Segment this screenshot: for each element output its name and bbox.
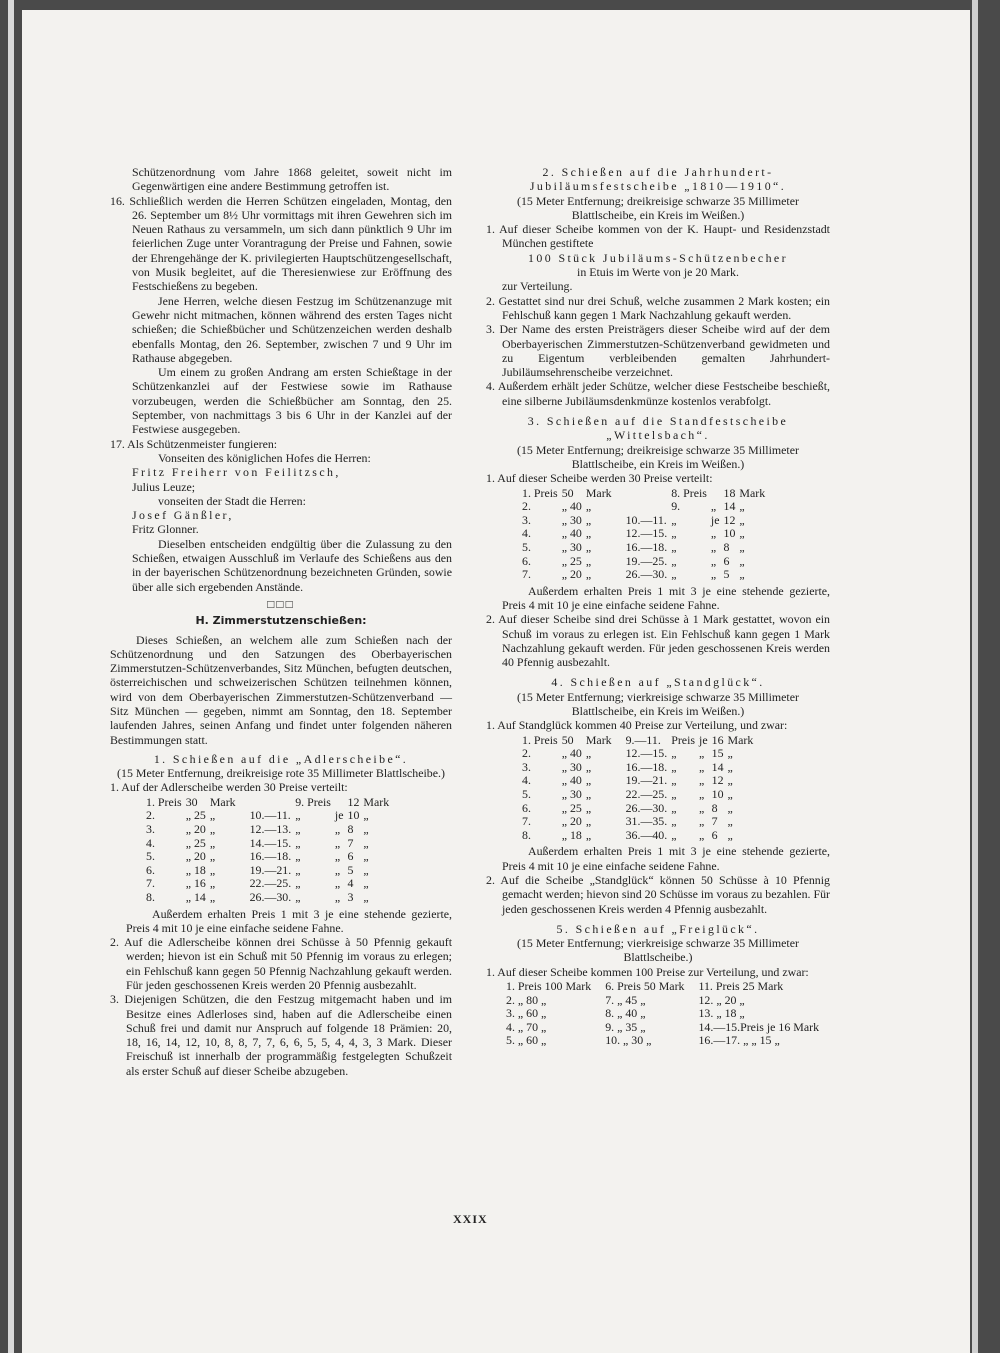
section-subtitle: (15 Meter Entfernung; dreikreisige schwarze 35 Millimeter Blattlscheibe, ein Kreis im Weißen.) xyxy=(517,193,799,222)
table-cell: Mark xyxy=(363,794,390,809)
table-cell xyxy=(711,487,724,501)
prize-table xyxy=(522,734,757,843)
table-cell: 2. xyxy=(522,746,531,761)
table-cell: 6 xyxy=(723,553,730,568)
table-cell: 18 xyxy=(723,485,736,500)
section-subtitle: (15 Meter Entfernung; vierkreisige schwarze 35 Millimeter Blattlscheibe, ein Kreis im Weißen.) xyxy=(517,689,799,719)
table-cell: „ 20 xyxy=(185,821,206,836)
table-cell: 6. xyxy=(522,800,531,815)
table-cell: „ xyxy=(585,553,592,568)
line: zur Verteilung. xyxy=(502,279,573,294)
section-title: 5. Schießen auf „Freiglück“. xyxy=(556,921,760,936)
table-cell: „ xyxy=(334,835,341,850)
table-cell: 8. xyxy=(146,889,155,904)
table-row xyxy=(522,802,757,816)
table-cell: 50 xyxy=(561,732,574,747)
table-cell: „ xyxy=(334,821,341,836)
section-title: 2. Schießen auf die Jahrhundert-Jubiläumsfestscheibe „1810—1910“. xyxy=(529,165,787,194)
table-cell: „ xyxy=(739,526,745,541)
table-cell: 12.—13. xyxy=(249,821,292,836)
paragraph: Dieselben entscheiden endgültig über die Zulassung zu den Schießen, etwaigen Ausschluß im Verlaufe des Schießens aus den in der bayerischen Schützenordnung bezeichneten Gründen, sowie über alle sich ergebenden Anstände. xyxy=(132,536,452,594)
table-cell: Mark xyxy=(209,794,236,809)
table-cell: 12 xyxy=(347,794,360,809)
table-row xyxy=(522,747,757,761)
table-cell: 26.—30. xyxy=(625,800,668,815)
table-cell: „ xyxy=(585,827,592,842)
page-edge-right xyxy=(972,0,978,1353)
table-cell: „ xyxy=(363,849,369,864)
table-cell: „ xyxy=(727,827,733,842)
table-cell: „ 25 xyxy=(561,553,582,568)
table-cell: „ xyxy=(710,499,717,514)
table-cell: „ 30 xyxy=(561,759,582,774)
table-cell: „ xyxy=(295,835,301,850)
table-cell: 8. Preis xyxy=(671,485,707,500)
table-cell: 8. „ 40 „ xyxy=(605,1006,646,1021)
table-cell: 3. xyxy=(146,821,155,836)
table-cell: 4. xyxy=(522,773,531,788)
table-cell: 19.—21. xyxy=(249,862,292,877)
section-heading: H. Zimmerstutzenschießen: xyxy=(195,614,367,628)
table-cell: 6. xyxy=(522,553,531,568)
item: 2. Auf die Adlerscheibe können drei Schüsse à 50 Pfennig gekauft werden; hievon ist ein Schuß mit 50 Pfennig im voraus zu erlegen; ein Fehlschuß kann gegen 50 Pfennig Nachzahlung gekauft werden. Für jeden geschossenen Kreis werden 20 Pfennig ausbezahlt. xyxy=(110,935,452,992)
table-cell: „ 16 xyxy=(185,876,206,891)
table-cell: 4. xyxy=(146,835,155,850)
table-cell: „ xyxy=(585,814,592,829)
table-cell: „ xyxy=(295,862,301,877)
table-cell: 9. xyxy=(671,499,681,514)
table-row xyxy=(522,788,757,802)
section-title: 3. Schießen auf die Standfestscheibe „Wittelsbach“. xyxy=(527,414,789,443)
table-cell: 5 xyxy=(723,567,730,582)
table-row xyxy=(146,796,393,810)
table-cell: „ xyxy=(334,862,341,877)
table-cell: „ xyxy=(739,499,745,514)
table-cell: „ xyxy=(334,876,341,891)
line: in Etuis im Werte von je 20 Mark. xyxy=(577,265,739,280)
table-cell: „ xyxy=(671,526,677,541)
table-row xyxy=(522,774,757,788)
table-cell: 14.—15.Preis je 16 Mark xyxy=(698,1019,820,1034)
table-cell: 26.—30. xyxy=(249,889,292,904)
table-cell: „ xyxy=(334,889,341,904)
table-cell: Mark xyxy=(739,485,766,500)
name-line: Josef Gänßler, xyxy=(132,508,234,523)
ornament: □□□ xyxy=(267,596,295,611)
table-cell: „ xyxy=(671,800,677,815)
table-cell: 1. Preis xyxy=(522,485,558,500)
table-cell: „ xyxy=(585,526,592,541)
line: vonseiten der Stadt die Herren: xyxy=(158,493,306,508)
paragraph: Um einem zu großen Andrang am ersten Schießtage in der Schützenkanzlei auf der Festwiese sowie im Rathause vorzubeugen, werden die Schießbücher am Sonntag, den 25. September, von nachmittags 3 bis 6 Uhr in der Kanzlei auf der Festwiese ausgegeben. xyxy=(132,365,452,437)
table-cell: 9. „ 35 „ xyxy=(605,1019,646,1034)
table-cell: 8 xyxy=(723,539,730,554)
item: 2. Gestattet sind nur drei Schuß, welche zusammen 2 Mark kosten; ein Fehlschuß kann gegen 1 Mark Nachzahlung gekauft werden. xyxy=(486,293,830,322)
prize-table xyxy=(522,487,769,582)
table-cell: „ xyxy=(671,787,677,802)
table-cell: „ xyxy=(585,787,592,802)
table-cell: „ xyxy=(699,814,705,829)
table-cell: „ xyxy=(671,539,677,554)
table-cell xyxy=(616,487,672,501)
table-cell: 16 xyxy=(711,732,724,747)
table-cell: 5. xyxy=(522,787,531,802)
table-cell: 10 xyxy=(347,808,360,823)
table-row xyxy=(522,555,769,569)
item: 1. Auf dieser Scheibe kommen von der K. Haupt- und Residenzstadt München gestiftete xyxy=(486,222,830,251)
table-cell: 12 xyxy=(723,512,736,527)
item: 2. Auf die Scheibe „Standglück“ können 50 Schüsse à 10 Pfennig gemacht werden; hievon sind 20 Schüsse im voraus zu bezahlen. Für jeden geschossenen Kreis werden 4 Pfennig ausbezahlt. xyxy=(486,873,830,916)
table-cell: 3. „ 60 „ xyxy=(506,1006,547,1021)
table-cell: „ xyxy=(585,759,592,774)
line: Vonseiten des königlichen Hofes die Herren: xyxy=(158,450,371,465)
table-cell: „ xyxy=(727,800,733,815)
table-cell: „ xyxy=(585,512,592,527)
table-cell: „ xyxy=(699,759,705,774)
section-subtitle: (15 Meter Entfernung, dreikreisige rote 35 Millimeter Blattlscheibe.) xyxy=(117,766,445,781)
paragraph: Außerdem erhalten Preis 1 mit 3 je eine stehende gezierte, Preis 4 mit 10 je eine einfache seidene Fahne. xyxy=(502,583,830,612)
table-cell: „ xyxy=(727,759,733,774)
table-cell: „ xyxy=(727,746,733,761)
table-cell: „ xyxy=(710,539,717,554)
table-cell: „ xyxy=(671,759,677,774)
table-row xyxy=(506,994,833,1008)
item: 1. Auf dieser Scheibe kommen 100 Preise zur Verteilung, und zwar: xyxy=(486,964,809,979)
prize-table xyxy=(506,980,833,1048)
table-cell: 5 xyxy=(347,862,354,877)
table-cell: 3. xyxy=(522,759,531,774)
table-cell: „ xyxy=(209,876,216,891)
table-cell: 7. xyxy=(522,814,531,829)
table-cell: je xyxy=(334,808,344,823)
table-cell: 1. Preis 100 Mark xyxy=(506,979,592,994)
table-cell: Mark xyxy=(727,732,754,747)
table-cell: „ 20 xyxy=(185,849,206,864)
table-cell xyxy=(616,500,672,514)
table-cell: 12.—15. xyxy=(625,526,668,541)
table-cell: 2. „ 80 „ xyxy=(506,992,547,1007)
table-cell: „ xyxy=(363,889,369,904)
table-cell: „ xyxy=(334,849,341,864)
table-cell: 14.—15. xyxy=(249,835,292,850)
table-cell: 7. „ 45 „ xyxy=(605,992,646,1007)
table-cell: „ xyxy=(295,849,301,864)
table-cell: „ 40 xyxy=(561,746,582,761)
table-cell: „ 40 xyxy=(561,499,582,514)
table-row xyxy=(506,980,833,994)
table-cell: „ xyxy=(671,567,677,582)
table-cell: „ xyxy=(585,567,592,582)
table-cell: 7. xyxy=(522,567,531,582)
table-cell: „ xyxy=(671,746,677,761)
table-cell: 8 xyxy=(711,800,718,815)
table-cell: 16.—17. „ „ 15 „ xyxy=(698,1033,780,1048)
table-cell: „ 40 xyxy=(561,773,582,788)
table-cell: je xyxy=(710,512,720,527)
table-row xyxy=(522,514,769,528)
table-cell: „ 25 xyxy=(561,800,582,815)
table-cell: 11. Preis 25 Mark xyxy=(698,979,784,994)
table-cell: 4. xyxy=(522,526,531,541)
section-subtitle: (15 Meter Entfernung; dreikreisige schwarze 35 Millimeter Blattlscheibe, ein Kreis im Weißen.) xyxy=(517,442,799,471)
table-row xyxy=(522,829,757,843)
table-cell: „ xyxy=(739,553,745,568)
table-cell: 30 xyxy=(185,794,198,809)
table-row xyxy=(522,761,757,775)
table-cell: 8. xyxy=(522,827,531,842)
table-row xyxy=(146,809,393,823)
table-cell: 3. xyxy=(522,512,531,527)
table-cell: „ xyxy=(209,849,216,864)
paragraph: Außerdem erhalten Preis 1 mit 3 je eine stehende gezierte, Preis 4 mit 10 je eine einfache seidene Fahne. xyxy=(126,906,452,935)
table-cell: 31.—35. xyxy=(625,814,668,829)
table-row xyxy=(146,837,393,851)
item: 1. Auf Standglück kommen 40 Preise zur Verteilung, und zwar: xyxy=(486,718,788,733)
table-cell: „ xyxy=(585,499,592,514)
table-cell: 15 xyxy=(711,746,724,761)
table-cell: 5. „ 60 „ xyxy=(506,1033,547,1048)
item: 4. Außerdem erhält jeder Schütze, welcher diese Festscheibe beschießt, eine silberne Jubiläumsdenkmünze kostenlos verabfolgt. xyxy=(486,379,830,408)
table-cell: 50 xyxy=(561,485,574,500)
table-cell: 26.—30. xyxy=(625,567,668,582)
table-row xyxy=(506,1007,833,1021)
item: 3. Der Name des ersten Preisträgers dieser Scheibe wird auf der dem Oberbayerischen Zimmerstutzen-Schützenverband gewidmeten und zu Eigentum verbleibenden gemalten Jahrhundert-Jubiläumsehrenscheibe verzeichnet. xyxy=(486,322,830,380)
table-cell: „ 40 xyxy=(561,526,582,541)
table-cell: 8 xyxy=(347,821,354,836)
table-cell: „ xyxy=(671,814,677,829)
table-cell: „ xyxy=(739,512,745,527)
right-column xyxy=(486,165,830,1050)
table-row xyxy=(522,541,769,555)
table-cell: 9. Preis xyxy=(295,794,331,809)
table-row xyxy=(506,1021,833,1035)
table-cell: 16.—18. xyxy=(625,539,668,554)
table-cell: 2. xyxy=(522,499,531,514)
table-cell: „ xyxy=(209,821,216,836)
table-cell: „ xyxy=(209,835,216,850)
table-cell: „ xyxy=(363,835,369,850)
table-cell: 10 xyxy=(723,526,736,541)
table-row xyxy=(522,734,757,748)
table-cell: „ 30 xyxy=(561,787,582,802)
table-cell: „ 25 xyxy=(185,808,206,823)
table-cell: „ 20 xyxy=(561,814,582,829)
table-cell: „ xyxy=(295,876,301,891)
table-cell: „ xyxy=(727,773,733,788)
table-row xyxy=(522,815,757,829)
table-cell: 13. „ 18 „ xyxy=(698,1006,745,1021)
table-cell: „ 30 xyxy=(561,512,582,527)
table-cell: 22.—25. xyxy=(249,876,292,891)
table-cell: Mark xyxy=(585,485,612,500)
page-number: XXIX xyxy=(453,1212,488,1226)
table-cell: „ xyxy=(363,808,369,823)
table-cell: 6. Preis 50 Mark xyxy=(605,979,685,994)
table-cell: 9.—11. xyxy=(625,732,661,747)
item-17: 17. Als Schützenmeister fungieren: xyxy=(110,436,278,451)
table-cell: „ xyxy=(699,827,705,842)
table-cell: 7 xyxy=(347,835,354,850)
table-cell: „ xyxy=(295,889,301,904)
table-cell: 22.—25. xyxy=(625,787,668,802)
table-cell: „ xyxy=(295,808,301,823)
table-cell: „ 14 xyxy=(185,889,206,904)
table-cell: „ xyxy=(363,876,369,891)
table-cell: „ xyxy=(209,889,216,904)
table-cell: 19.—21. xyxy=(625,773,668,788)
table-cell: „ xyxy=(585,746,592,761)
table-row xyxy=(146,891,393,905)
table-cell: 12.—15. xyxy=(625,746,668,761)
table-cell: 12 xyxy=(711,773,724,788)
table-cell: 36.—40. xyxy=(625,827,668,842)
table-row xyxy=(146,877,393,891)
table-cell: 6 xyxy=(347,849,354,864)
table-cell: 14 xyxy=(711,759,724,774)
table-cell: 1. Preis xyxy=(522,732,558,747)
paragraph: Dieses Schießen, an welchem alle zum Schießen nach der Schützenordnung und den Satzungen des Oberbayerischen Zimmerstutzen-Schützenverbandes, Sitz München, befugten deutschen, österreichischen und schweizerischen Schützen teilnehmen können, wird von dem Oberbayerischen Zimmerstutzen-Schützenverband — Sitz München — gegeben, nimmt am Sonntag, den 18. September laufenden Jahres, seinen Anfang und findet unter folgenden näheren Bestimmungen statt. xyxy=(110,632,452,747)
table-cell: „ xyxy=(671,773,677,788)
table-cell: „ xyxy=(739,567,745,582)
table-cell: „ xyxy=(209,808,216,823)
table-cell: „ xyxy=(363,862,369,877)
line: 100 Stück Jubiläums-Schützenbecher xyxy=(528,250,788,265)
table-cell: „ xyxy=(699,787,705,802)
table-cell: „ 30 xyxy=(561,539,582,554)
table-cell: „ xyxy=(710,553,717,568)
table-cell xyxy=(240,796,296,810)
table-cell: „ xyxy=(585,773,592,788)
table-cell: „ xyxy=(585,539,592,554)
table-cell: je xyxy=(699,732,708,747)
paragraph: Schützenordnung vom Jahre 1868 geleitet, soweit nicht im Gegenwärtigen eine andere Bestimmung getroffen ist. xyxy=(132,165,452,194)
table-cell: „ 18 xyxy=(561,827,582,842)
table-cell: „ xyxy=(671,827,677,842)
table-cell: 4 xyxy=(347,876,354,891)
section-title: 4. Schießen auf „Standglück“. xyxy=(551,675,765,690)
table-cell: „ 20 xyxy=(561,567,582,582)
table-cell: 10.—11. xyxy=(249,808,291,823)
table-cell: 10.—11. xyxy=(625,512,667,527)
table-cell: „ xyxy=(585,800,592,815)
table-cell: „ 25 xyxy=(185,835,206,850)
table-row xyxy=(146,850,393,864)
table-row xyxy=(146,864,393,878)
left-column xyxy=(110,165,452,1078)
table-cell: 5. xyxy=(146,849,155,864)
table-cell: „ xyxy=(710,526,717,541)
table-cell: 10. „ 30 „ xyxy=(605,1033,652,1048)
table-cell: „ xyxy=(739,539,745,554)
table-cell: „ xyxy=(671,512,677,527)
table-cell: 12. „ 20 „ xyxy=(698,992,745,1007)
table-cell: 6 xyxy=(711,827,718,842)
item: 1. Auf dieser Scheibe werden 30 Preise verteilt: xyxy=(486,471,713,486)
table-cell: 4. „ 70 „ xyxy=(506,1019,547,1034)
table-row xyxy=(522,568,769,582)
table-cell: „ xyxy=(671,553,677,568)
table-cell: 14 xyxy=(723,499,736,514)
section-title: 1. Schießen auf die „Adlerscheibe“. xyxy=(153,751,409,766)
table-cell: 6. xyxy=(146,862,155,877)
table-cell: „ xyxy=(699,773,705,788)
table-cell: „ 18 xyxy=(185,862,206,877)
table-cell: „ xyxy=(710,567,717,582)
table-cell: „ xyxy=(363,821,369,836)
page-edge-left xyxy=(8,0,14,1353)
table-cell: 3 xyxy=(347,889,354,904)
table-cell: 16.—18. xyxy=(249,849,292,864)
table-row xyxy=(506,1034,833,1048)
table-cell xyxy=(335,796,348,810)
table-cell: 1. Preis xyxy=(146,794,182,809)
paragraph: Jene Herren, welche diesen Festzug im Schützenanzuge mit Gewehr nicht mitmachen, können während des ersten Tages nicht schießen; die Schießbücher und Schützenzeichen werden deshalb ebenfalls Montag, den 26. September, zwischen 7 und 9 Uhr im Rathause abgegeben. xyxy=(132,293,452,365)
item: 3. Diejenigen Schützen, die den Festzug mitgemacht haben und im Besitze eines Adlerloses sind, haben auf die Adlerscheibe einen Schuß frei und damit nur Anspruch auf folgende 18 Prämien: 20, 18, 16, 14, 12, 10, 8, 8, 7, 7, 6, 6, 5, 5, 4, 4, 3, 3 Mark. Dieser Freischuß ist innerhalb der programmäßig festgelegten Schußzeit als erster Schuß auf dieser Scheibe abzugeben. xyxy=(110,992,452,1078)
item: 2. Auf dieser Scheibe sind drei Schüsse à 1 Mark gestattet, wovon ein Schuß im voraus zu erlegen ist. Ein Fehlschuß kann gegen 1 Mark Nachzahlung gekauft werden. Für jeden geschossenen Kreis werden 40 Pfennig ausbezahlt. xyxy=(486,612,830,670)
table-cell: 7 xyxy=(711,814,718,829)
table-cell: Preis xyxy=(671,732,696,747)
name-line: Fritz Glonner. xyxy=(132,522,199,537)
table-row xyxy=(522,487,769,501)
item-16: 16. Schließlich werden die Herren Schützen eingeladen, Montag, den 26. September um 8½ Uhr vormittags mit ihren Gewehren sich im Neuen Rathaus zu versammeln, um sich dann pünktlich 9 Uhr im feierlichen Zuge unter Vorantragung der Preise und Fahnen, sowie der Ehrengehänge der K. privilegierten Hauptschützengesellschaft, von Musik begleitet, auf die Theresienwiese zur Eröffnung des Festschießens zu begeben. xyxy=(110,193,452,294)
table-cell: 7. xyxy=(146,876,155,891)
table-row xyxy=(146,823,393,837)
table-cell: „ xyxy=(295,821,301,836)
name-line: Julius Leuze; xyxy=(132,479,196,494)
table-cell: „ xyxy=(727,814,733,829)
table-cell: 2. xyxy=(146,808,155,823)
table-cell: „ xyxy=(699,746,705,761)
table-cell: 10 xyxy=(711,787,724,802)
table-cell: 16.—18. xyxy=(625,759,668,774)
table-cell: 5. xyxy=(522,539,531,554)
table-cell: Mark xyxy=(585,732,612,747)
table-row xyxy=(522,500,769,514)
table-cell: „ xyxy=(727,787,733,802)
section-subtitle: (15 Meter Entfernung; vierkreisige schwarze 35 Millimeter Blattlscheibe.) xyxy=(517,936,799,965)
name-line: Fritz Freiherr von Feilitzsch, xyxy=(132,465,341,480)
table-cell: „ xyxy=(209,862,216,877)
table-row xyxy=(522,527,769,541)
table-cell: 19.—25. xyxy=(625,553,668,568)
prize-table xyxy=(146,796,393,905)
item: 1. Auf der Adlerscheibe werden 30 Preise verteilt: xyxy=(110,780,348,795)
paragraph: Außerdem erhalten Preis 1 mit 3 je eine stehende gezierte, Preis 4 mit 10 je eine einfache seidene Fahne. xyxy=(502,844,830,873)
table-cell: „ xyxy=(699,800,705,815)
